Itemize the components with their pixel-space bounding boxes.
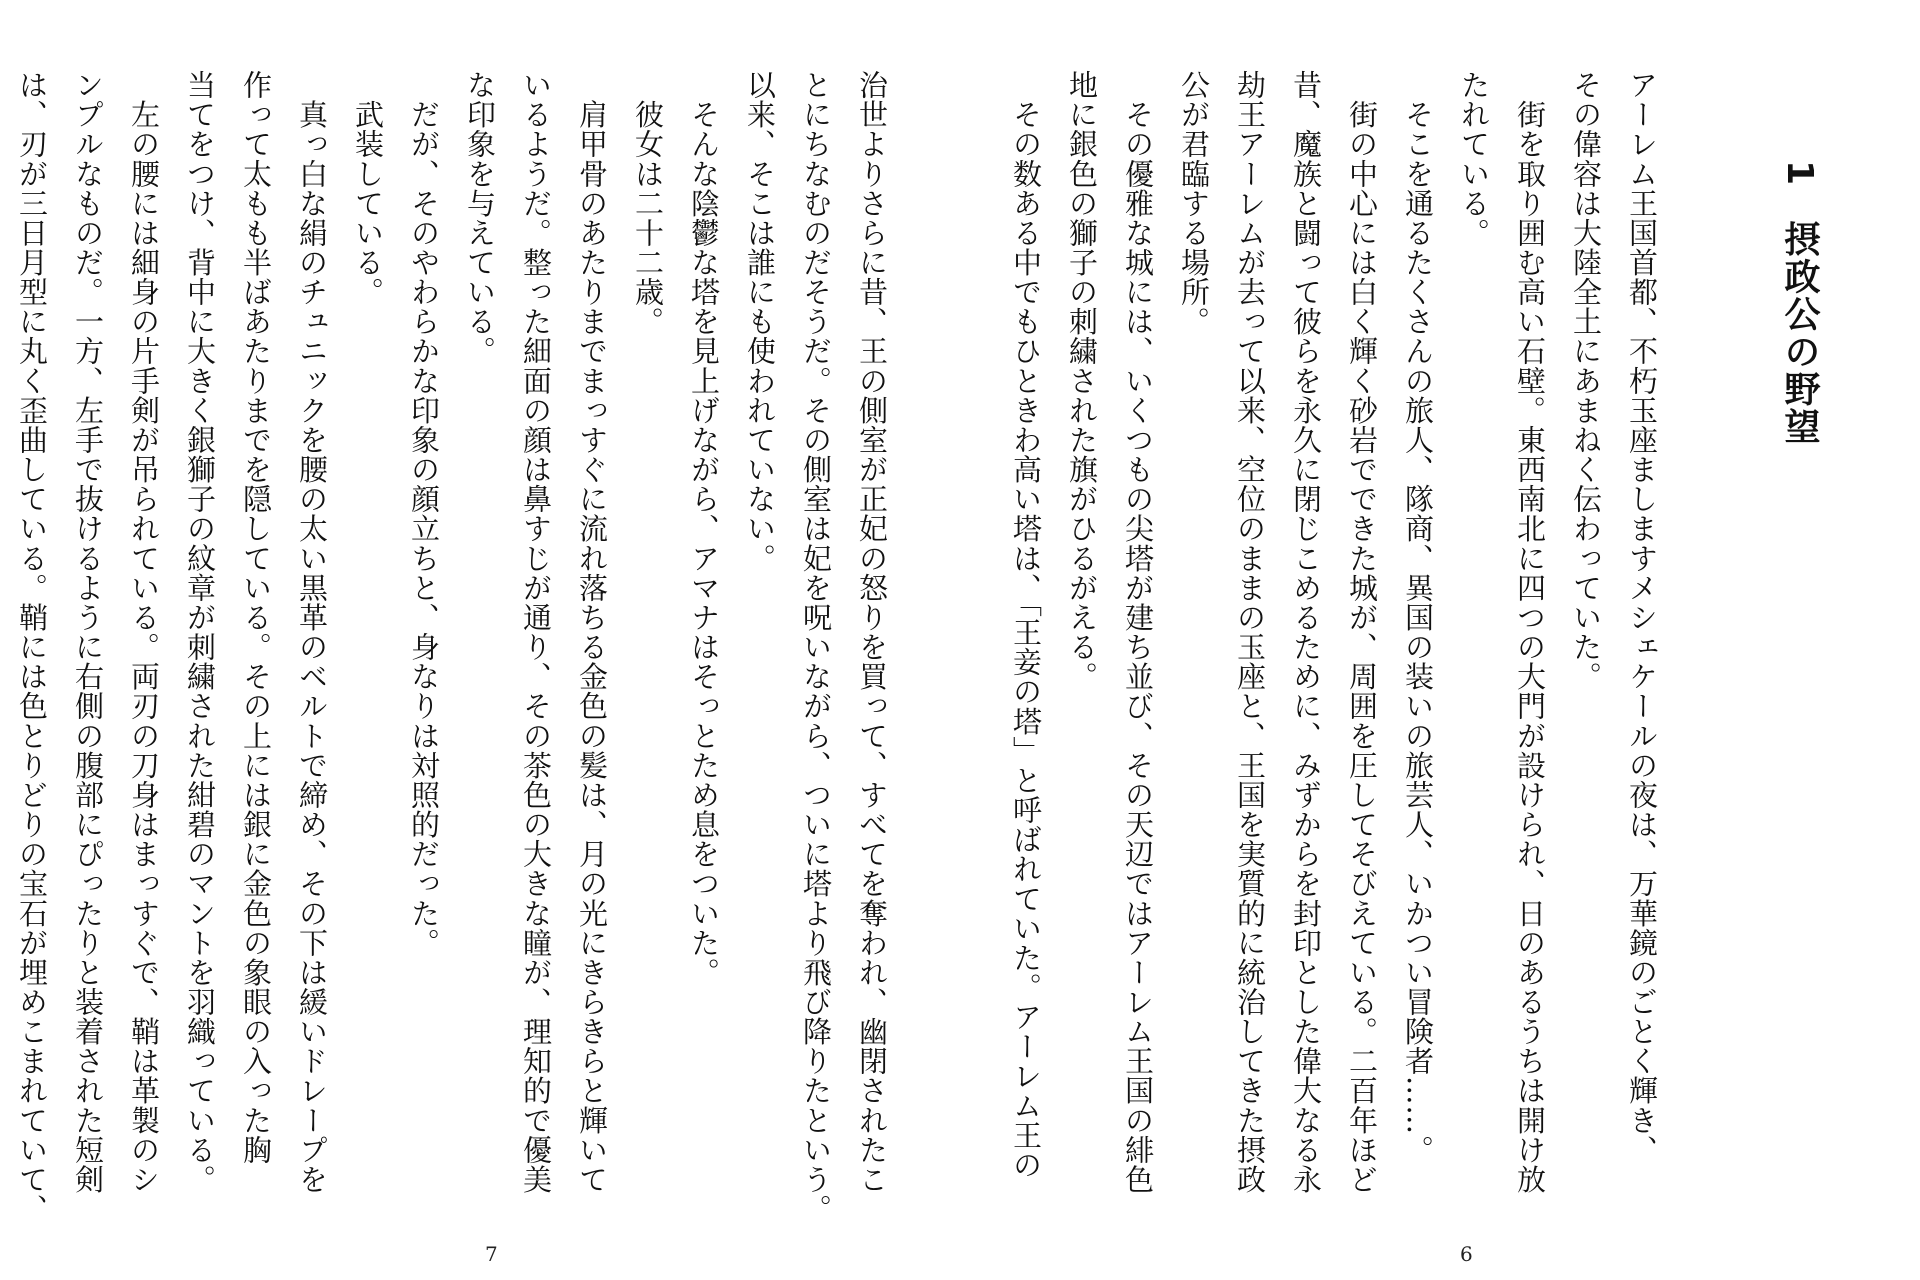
text-line: いるようだ。整った細面の顔は鼻すじが通り、その茶色の大きな瞳が、理知的で優美 <box>519 70 553 1195</box>
text-line: ンプルなものだ。一方、左手で抜けるように右側の腹部にぴったりと装着された短剣 <box>71 70 105 1195</box>
text-line: 公が君臨する場所。 <box>1177 70 1211 337</box>
page-number-6: 6 <box>1460 1242 1473 1266</box>
text-line: その偉容は大陸全土にあまねく伝わっていた。 <box>1569 70 1603 692</box>
page-number-7: 7 <box>485 1242 498 1266</box>
right-page-body <box>1009 70 1670 1220</box>
chapter-title: 摂政公の野望 <box>1779 220 1820 446</box>
text-line: とにちなむのだそうだ。その側室は妃を呪いながら、ついに塔より飛び降りたという。 <box>799 70 833 1224</box>
text-line: 昔、魔族と闘って彼らを永久に閉じこめるために、みずからを封印とした偉大なる永 <box>1289 70 1323 1195</box>
text-line: その優雅な城には、いくつもの尖塔が建ち並び、その天辺ではアーレム王国の緋色 <box>1121 70 1155 1195</box>
text-line: は、刃が三日月型に丸く歪曲している。鞘には色とりどりの宝石が埋めこまれていて、 <box>15 70 49 1224</box>
text-line: 街の中心には白く輝く砂岩でできた城が、周囲を圧してそびえている。二百年ほど <box>1345 70 1379 1195</box>
chapter-heading <box>1774 160 1825 445</box>
text-line: アーレム王国首都、不朽玉座ましますメシェケールの夜は、万華鏡のごとく輝き、 <box>1625 70 1659 1165</box>
text-line: 左の腰には細身の片手剣が吊られている。両刃の刀身はまっすぐで、鞘は革製のシ <box>127 70 161 1195</box>
text-line: 以来、そこは誰にも使われていない。 <box>743 70 777 573</box>
text-line: そこを通るたくさんの旅人、隊商、異国の装いの旅芸人、いかつい冒険者……。 <box>1401 70 1435 1165</box>
text-line: な印象を与えている。 <box>463 70 497 366</box>
text-line: 真っ白な絹のチュニックを腰の太い黒革のベルトで締め、その下は緩いドレープを <box>295 70 329 1195</box>
text-line: その数ある中でもひときわ高い塔は、「王妾の塔」と呼ばれていた。アーレム王の <box>1009 70 1043 1180</box>
text-line: 劫王アーレムが去って以来、空位のままの玉座と、王国を実質的に統治してきた摂政 <box>1233 70 1267 1195</box>
text-line: そんな陰鬱な塔を見上げながら、アマナはそっとため息をついた。 <box>687 70 721 987</box>
left-page-body <box>15 70 900 1224</box>
text-line: 地に銀色の獅子の刺繍された旗がひるがえる。 <box>1065 70 1099 692</box>
text-line: 街を取り囲む高い石壁。東西南北に四つの大門が設けられ、日のあるうちは開け放 <box>1513 70 1547 1195</box>
text-line: 肩甲骨のあたりまでまっすぐに流れ落ちる金色の髪は、月の光にきらきらと輝いて <box>575 70 609 1195</box>
text-line: だが、そのやわらかな印象の顔立ちと、身なりは対照的だった。 <box>407 70 441 958</box>
page-right <box>960 0 1920 1280</box>
chapter-number: 1 <box>1779 160 1820 187</box>
text-line: 治世よりさらに昔、王の側室が正妃の怒りを買って、すべてを奪われ、幽閉されたこ <box>855 70 889 1195</box>
text-line: 当てをつけ、背中に大きく銀獅子の紋章が刺繍された紺碧のマントを羽織っている。 <box>183 70 217 1195</box>
text-line: 作って太もも半ばあたりまでを隠している。その上には銀に金色の象眼の入った胸 <box>239 70 273 1165</box>
text-line: 彼女は二十二歳。 <box>631 70 665 337</box>
text-line: たれている。 <box>1457 70 1491 248</box>
text-line: 武装している。 <box>351 70 385 307</box>
